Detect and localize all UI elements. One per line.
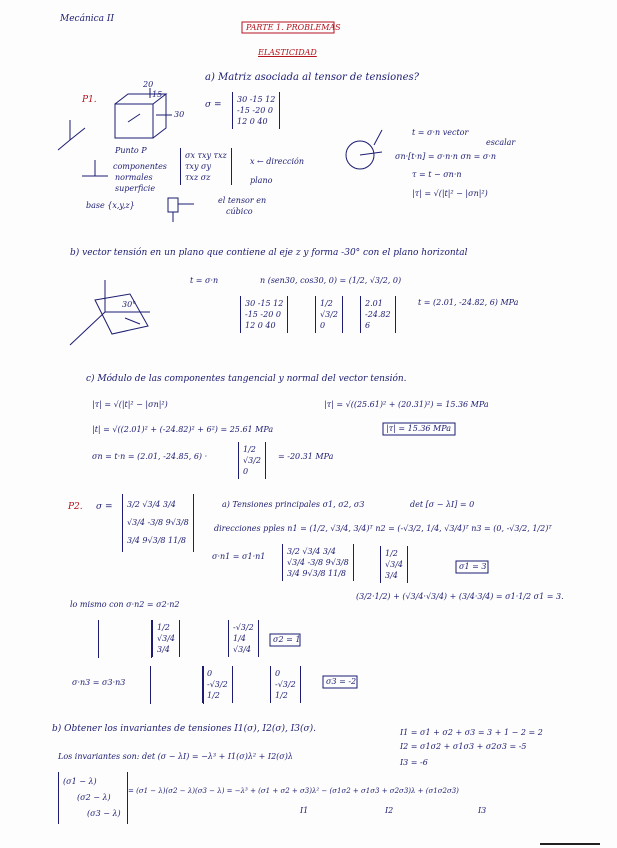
t-mod: |t| = √((2.01)² + (-24.82)² + 6²) = 25.61 MPa bbox=[92, 425, 274, 434]
vector-entry: 0 bbox=[275, 669, 281, 678]
plane-sketch bbox=[70, 280, 150, 345]
vector-entry: √3/4 bbox=[385, 560, 403, 569]
vector-entry: 6 bbox=[365, 321, 371, 330]
tau-mod-def: |τ| = √(|t|² − |σn|²) bbox=[412, 189, 488, 198]
p2-label: P2. bbox=[68, 502, 83, 512]
matrix-row: 3/4 9√3/8 11/8 bbox=[127, 536, 186, 545]
label-i1: I1 bbox=[300, 806, 309, 815]
course-title: Mecánica II bbox=[60, 14, 114, 24]
components-1: componentes bbox=[113, 162, 167, 171]
matrix-row: -15 -20 0 bbox=[237, 106, 273, 115]
element-sketch bbox=[168, 198, 194, 222]
matrix-row: 30 -15 12 bbox=[237, 95, 276, 104]
matrix-row: √3/4 -3/8 9√3/8 bbox=[287, 558, 349, 567]
matrix-placeholder bbox=[98, 620, 152, 658]
matrix-row: τxz σz bbox=[185, 173, 211, 182]
sn-calc: σn = t·n = (2.01, -24.85, 6) · bbox=[92, 452, 208, 461]
vector-entry: 3/4 bbox=[157, 645, 170, 654]
matrix-row: 30 -15 12 bbox=[245, 299, 284, 308]
note-direction: x ← dirección bbox=[250, 157, 305, 166]
sn-result: = -20.31 MPa bbox=[278, 452, 334, 461]
v3b-vector bbox=[270, 666, 301, 703]
inv3: I3 = -6 bbox=[400, 758, 428, 767]
vector-entry: 1/2 bbox=[207, 691, 220, 700]
vector-entry: 2.01 bbox=[365, 299, 383, 308]
matrix-row: 3/2 √3/4 3/4 bbox=[287, 547, 336, 556]
eig-eq: σ·n1 = σ1·n1 bbox=[212, 552, 266, 561]
t-eq: t = σ·n bbox=[190, 276, 219, 285]
n2-vector bbox=[152, 620, 180, 657]
s3-result: σ3 = -2 bbox=[326, 677, 357, 686]
diag-entry: (σ2 − λ) bbox=[77, 793, 111, 802]
p1-label: P1. bbox=[82, 95, 97, 105]
cube-caption-2: cúbico bbox=[226, 207, 253, 216]
sigma-eq: σ = bbox=[205, 100, 222, 110]
principal-dirs: direcciones pples n1 = (1/2, √3/4, 3/4)ᵀ n2 = (-√3/2, 1/4, √3/4)ᵀ n3 = (0, -√3/2, 1/2)ᵀ bbox=[214, 524, 552, 533]
label-i2: I2 bbox=[385, 806, 394, 815]
vector-entry: √3/4 bbox=[157, 634, 175, 643]
v2-vector bbox=[228, 620, 259, 657]
cube-val-20: 20 bbox=[143, 80, 154, 89]
diag-entry: (σ3 − λ) bbox=[87, 809, 121, 818]
check-line: (3/2·1/2) + (√3/4·√3/4) + (3/4·3/4) = σ1·1/2 σ1 = 3. bbox=[356, 592, 564, 601]
vector-entry: 1/2 bbox=[275, 691, 288, 700]
vector-entry: -√3/2 bbox=[275, 680, 296, 689]
p2-sigma: σ = bbox=[96, 502, 113, 512]
escalar-label: escalar bbox=[486, 138, 516, 147]
sigma-n-def: σn·[t·n] = σ·n·n σn = σ·n bbox=[395, 152, 497, 161]
normal-arrow bbox=[82, 160, 108, 176]
sphere-sketch bbox=[346, 130, 382, 169]
char-eq: = (σ1 − λ)(σ2 − λ)(σ3 − λ) = −λ³ + (σ1 + σ2 + σ3)λ² − (σ1σ2 + σ1σ3 + σ2σ3)λ + (σ1σ2σ3) bbox=[128, 787, 459, 795]
base-label: base {x,y,z} bbox=[86, 201, 135, 210]
matrix-row: τxy σy bbox=[185, 162, 211, 171]
s1-result: σ1 = 3 bbox=[459, 562, 487, 571]
vector-entry: 3/4 bbox=[385, 571, 398, 580]
p2-question-a: a) Tensiones principales σ1, σ2, σ3 bbox=[222, 500, 365, 509]
diag-matrix bbox=[58, 772, 128, 824]
angle-label: 30° bbox=[122, 300, 137, 309]
label-i3: I3 bbox=[478, 806, 487, 815]
vector-entry: 1/2 bbox=[385, 549, 398, 558]
vector-entry: -24.82 bbox=[365, 310, 391, 319]
vector-entry: 1/4 bbox=[233, 634, 246, 643]
vector-entry: 1/2 bbox=[243, 445, 256, 454]
b-matrix bbox=[240, 296, 288, 333]
cube-val-15: 15 bbox=[152, 90, 163, 99]
cube-val-30: 30 bbox=[174, 110, 185, 119]
p2-matrix-copy bbox=[282, 544, 354, 581]
inv-text: Los invariantes son: det (σ − λI) = −λ³ + I1(σ)λ² + I2(σ)λ bbox=[58, 752, 293, 761]
stress-matrix bbox=[232, 92, 280, 129]
topic-title: ELASTICIDAD bbox=[258, 48, 317, 57]
matrix-row: 12 0 40 bbox=[237, 117, 268, 126]
part-title: PARTE 1. PROBLEMAS bbox=[246, 23, 341, 32]
matrix-row: 3/2 √3/4 3/4 bbox=[127, 500, 176, 509]
matrix-row: 12 0 40 bbox=[245, 321, 276, 330]
vector-entry: 0 bbox=[320, 321, 326, 330]
matrix-row: σx τxy τxz bbox=[185, 151, 227, 160]
question-b: b) vector tensión en un plano que contiene al eje z y forma -30° con el plano horizontal bbox=[70, 248, 468, 258]
t-def: t = σ·n vector bbox=[412, 128, 469, 137]
general-matrix bbox=[180, 148, 232, 185]
p2-question-b: b) Obtener los invariantes de tensiones I1(σ), I2(σ), I3(σ). bbox=[52, 724, 317, 734]
matrix-row: √3/4 -3/8 9√3/8 bbox=[127, 518, 189, 527]
vector-entry: √3/2 bbox=[243, 456, 261, 465]
n-eq: n (sen30, cos30, 0) = (1/2, √3/2, 0) bbox=[260, 276, 402, 285]
vector-entry: 0 bbox=[243, 467, 249, 476]
tau-def: τ = t − σn·n bbox=[412, 170, 462, 179]
note-plane: plano bbox=[250, 176, 273, 185]
question-a: a) Matriz asociada al tensor de tensiones? bbox=[205, 72, 420, 83]
n-vector bbox=[315, 296, 343, 333]
components-3: superficie bbox=[115, 184, 156, 193]
matrix-placeholder bbox=[150, 666, 204, 704]
cube-caption-1: el tensor en bbox=[218, 196, 267, 205]
components-2: normales bbox=[115, 173, 153, 182]
p2-matrix bbox=[122, 494, 194, 552]
vector-entry: √3/2 bbox=[320, 310, 338, 319]
vector-entry: 0 bbox=[207, 669, 213, 678]
n1-vector bbox=[380, 546, 408, 583]
tau-result: |τ| = 15.36 MPa bbox=[386, 424, 452, 433]
sn-vector bbox=[238, 442, 266, 479]
axes-sketch bbox=[58, 120, 85, 150]
det-eq: det [σ − λI] = 0 bbox=[410, 500, 475, 509]
vector-entry: 1/2 bbox=[157, 623, 170, 632]
t-vector bbox=[360, 296, 396, 333]
t-result: t = (2.01, -24.82, 6) MPa bbox=[418, 298, 519, 307]
point-label: Punto P bbox=[115, 146, 147, 155]
vector-entry: 1/2 bbox=[320, 299, 333, 308]
tau-mod-2: |τ| = √(|t|² − |σn|²) bbox=[92, 400, 168, 409]
tau-calc: |τ| = √((25.61)² + (20.31)²) = 15.36 MPa bbox=[324, 400, 489, 409]
question-c: c) Módulo de las componentes tangencial y normal del vector tensión. bbox=[86, 374, 407, 384]
same-for-n2: lo mismo con σ·n2 = σ2·n2 bbox=[70, 600, 180, 609]
vector-entry: -√3/2 bbox=[207, 680, 228, 689]
matrix-row: 3/4 9√3/8 11/8 bbox=[287, 569, 346, 578]
s2-result: σ2 = 1 bbox=[273, 635, 301, 644]
diag-entry: (σ1 − λ) bbox=[63, 777, 97, 786]
vector-entry: √3/4 bbox=[233, 645, 251, 654]
inv1: I1 = σ1 + σ2 + σ3 = 3 + 1 − 2 = 2 bbox=[400, 728, 543, 737]
eq3: σ·n3 = σ3·n3 bbox=[72, 678, 126, 687]
v3-vector bbox=[202, 666, 233, 703]
vector-entry: -√3/2 bbox=[233, 623, 254, 632]
matrix-row: -15 -20 0 bbox=[245, 310, 281, 319]
cube-sketch bbox=[115, 88, 172, 138]
inv2: I2 = σ1σ2 + σ1σ3 + σ2σ3 = -5 bbox=[400, 742, 527, 751]
